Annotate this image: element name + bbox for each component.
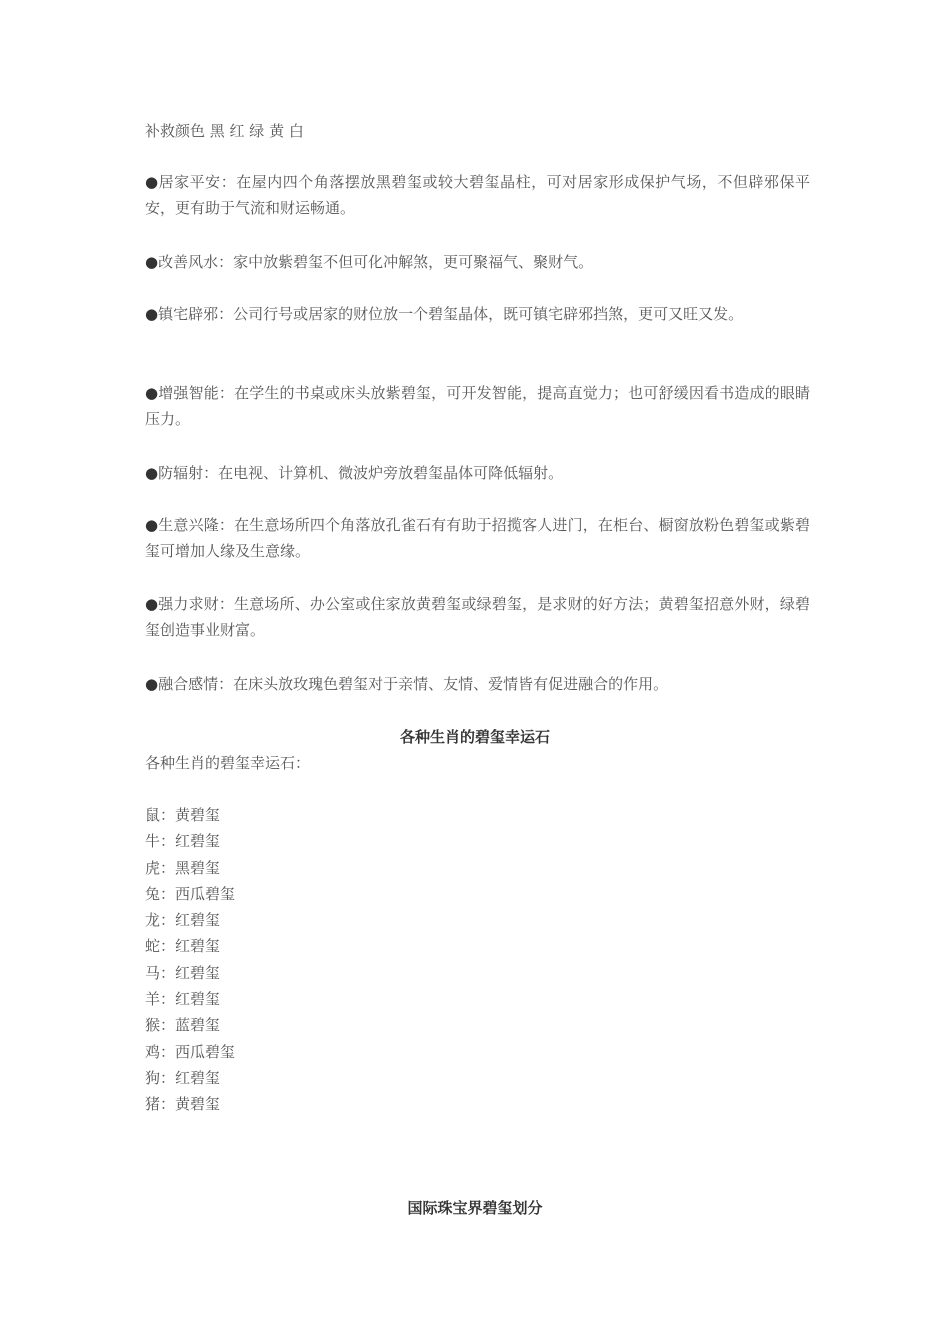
zodiac-item: 狗：红碧玺 (145, 1068, 221, 1087)
bullet-icon: ● (145, 675, 159, 693)
zodiac-heading: 各种生肖的碧玺幸运石 (399, 728, 550, 746)
bullet-icon: ● (145, 464, 159, 482)
use-item-text: 在屋内四个角落摆放黑碧玺或较大碧玺晶柱，可对居家形成保护气场，不但辟邪保平安，更有助于气流和财运畅通。 (145, 173, 810, 217)
use-item-ward-evil (145, 301, 810, 327)
zodiac-item: 龙：红碧玺 (145, 911, 221, 930)
bullet-icon: ● (145, 253, 159, 271)
use-item-text: 生意场所、办公室或住家放黄碧玺或绿碧玺，是求财的好方法；黄碧玺招意外财，绿碧玺创造事业财富。 (145, 595, 810, 639)
zodiac-item: 猴：蓝碧玺 (145, 1016, 221, 1035)
use-item-text: 家中放紫碧玺不但可化冲解煞，更可聚福气、聚财气。 (233, 253, 594, 271)
bullet-icon: ● (145, 305, 159, 323)
use-item-intelligence (145, 380, 810, 432)
intl-classification-heading: 国际珠宝界碧玺划分 (407, 1199, 543, 1217)
zodiac-list (145, 802, 235, 1118)
bullet-icon: ● (145, 173, 159, 191)
use-item-relationships (145, 671, 810, 697)
use-item-business (145, 512, 810, 564)
bullet-icon: ● (145, 516, 159, 534)
zodiac-item: 蛇：红碧玺 (145, 937, 221, 956)
use-item-home-safety (145, 169, 810, 221)
zodiac-intro: 各种生肖的碧玺幸运石： (145, 754, 311, 772)
zodiac-item: 虎：黑碧玺 (145, 858, 221, 877)
bullet-icon: ● (145, 384, 159, 402)
use-item-title: 强力求财： (158, 595, 235, 613)
use-item-radiation (145, 460, 810, 486)
use-item-text: 公司行号或居家的财位放一个碧玺晶体，既可镇宅辟邪挡煞，更可又旺又发。 (233, 305, 744, 323)
use-item-feng-shui (145, 249, 810, 275)
zodiac-item: 马：红碧玺 (145, 963, 221, 982)
use-item-wealth (145, 591, 810, 643)
bullet-icon: ● (145, 595, 159, 613)
use-item-text: 在学生的书桌或床头放紫碧玺，可开发智能，提高直觉力；也可舒缓因看书造成的眼睛压力。 (145, 384, 810, 428)
zodiac-item: 鼠：黄碧玺 (145, 806, 221, 824)
use-item-text: 在床头放玫瑰色碧玺对于亲情、友情、爱情皆有促进融合的作用。 (233, 675, 669, 693)
remedy-colors-line: 补救颜色 黑 红 绿 黄 白 (145, 122, 304, 140)
zodiac-item: 鸡：西瓜碧玺 (145, 1042, 236, 1061)
zodiac-item: 兔：西瓜碧玺 (145, 884, 236, 903)
use-item-text: 在电视、计算机、微波炉旁放碧玺晶体可降低辐射。 (218, 464, 564, 482)
use-item-title: 居家平安： (158, 173, 237, 191)
use-item-title: 改善风水： (158, 253, 234, 271)
use-item-text: 在生意场所四个角落放孔雀石有有助于招揽客人进门，在柜台、橱窗放粉色碧玺或紫碧玺可增加人缘及生意缘。 (145, 516, 810, 560)
use-item-title: 防辐射： (158, 464, 219, 482)
zodiac-item: 牛：红碧玺 (145, 832, 221, 851)
use-item-title: 生意兴隆： (158, 516, 235, 534)
use-item-title: 融合感情： (158, 675, 234, 693)
zodiac-item: 猪：黄碧玺 (145, 1095, 221, 1114)
use-item-title: 镇宅辟邪： (158, 305, 234, 323)
zodiac-item: 羊：红碧玺 (145, 990, 221, 1009)
use-item-title: 增强智能： (158, 384, 235, 402)
